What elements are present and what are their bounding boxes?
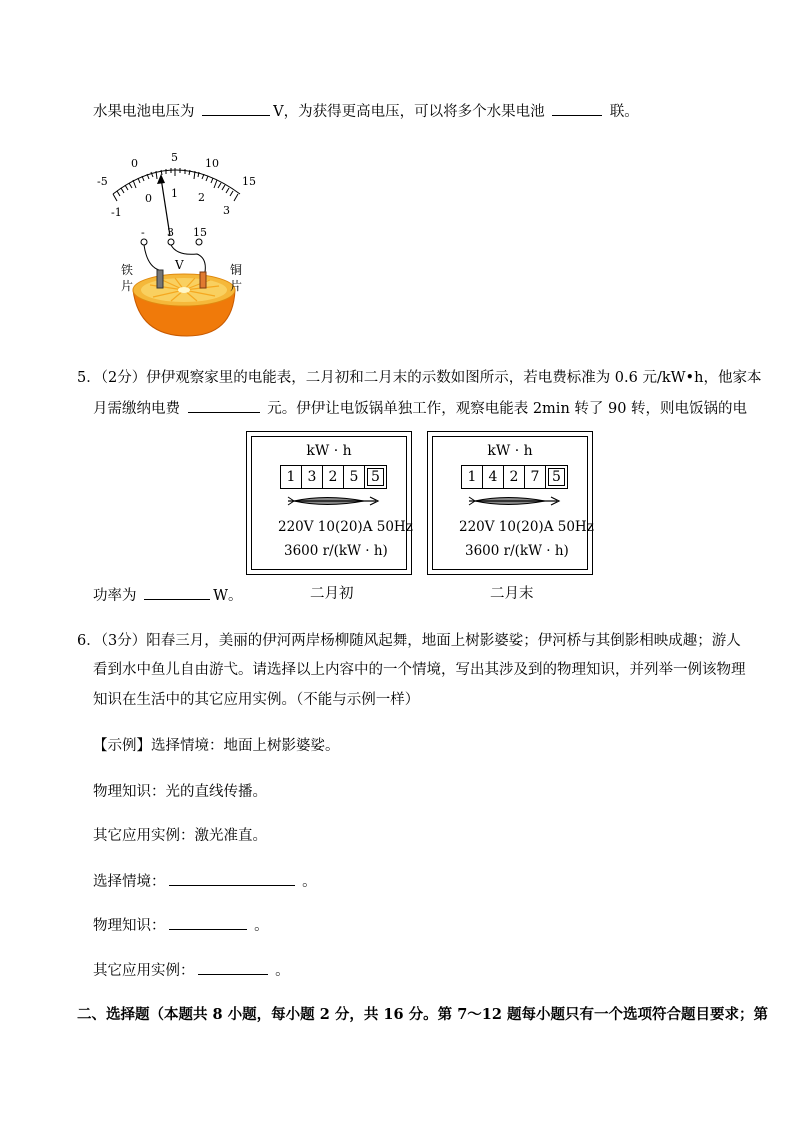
svg-text:片: 片: [230, 279, 243, 293]
q4-connection-blank[interactable]: [552, 101, 602, 116]
meter-caption-start: 二月初: [310, 586, 354, 602]
meter-unit: kW · h: [306, 443, 352, 459]
meter-caption-end: 二月末: [490, 586, 534, 602]
q6-line-2: 看到水中鱼儿自由游弋。请选择以上内容中的一个情境，写出其涉及到的物理知识，并列举一例该物理: [93, 662, 746, 678]
meter-label: V: [175, 258, 184, 272]
pointer-arrowhead: [157, 174, 165, 184]
q6-fill3-label: 其它应用实例：: [93, 963, 195, 979]
q4-text-b: V，为获得更高电压，可以将多个水果电池: [273, 104, 545, 120]
meter-digit-decimal: 5: [548, 468, 565, 486]
meter-unit: kW · h: [487, 443, 533, 459]
q6-scene-blank[interactable]: [169, 871, 295, 886]
q5-line-2: [93, 398, 747, 419]
q4-voltage-blank[interactable]: [202, 101, 270, 116]
meter-spec-1: 220V 10(20)A 50Hz: [278, 519, 413, 535]
meter-digits: [461, 465, 568, 489]
q6-fill-2: [93, 915, 269, 936]
q5-line-1: 5．（2分）伊伊观察家里的电能表，二月初和二月末的示数如图所示，若电费标准为 0.6 元/kW•h，他家本: [77, 370, 762, 386]
q4-text-a: 水果电池电压为: [93, 104, 195, 120]
terminal-label: -: [141, 226, 145, 239]
svg-text:片: 片: [121, 279, 134, 293]
q6-fill2-label: 物理知识：: [93, 918, 166, 934]
meter-digit: 2: [323, 466, 344, 488]
meter-digit: 1: [462, 466, 483, 488]
q5-power-blank[interactable]: [144, 585, 210, 600]
q6-fill-1: [93, 871, 317, 892]
meter-spec-2: 3600 r/(kW · h): [284, 543, 388, 559]
q5-line-3: [93, 585, 243, 606]
q6-example-1: 【示例】选择情境：地面上树影婆娑。: [93, 738, 340, 754]
energy-meter-end: [427, 431, 593, 575]
q6-line-1: 6．（3分）阳春三月，美丽的伊河两岸杨柳随风起舞，地面上树影婆娑；伊河桥与其倒影相映成趣；游人: [77, 633, 741, 649]
top-scale-label: 5: [171, 151, 178, 164]
top-scale-label: 0: [131, 157, 138, 170]
iron-plate-label: 铁: [121, 263, 134, 277]
iron-plate: [157, 270, 163, 288]
top-scale-label: 10: [205, 157, 219, 170]
terminal-3: [168, 239, 174, 245]
meter-digit: 1: [281, 466, 302, 488]
bottom-scale-label: 0: [145, 192, 152, 205]
q6-example-2: 物理知识：光的直线传播。: [93, 784, 267, 800]
q6-fill-3: [93, 960, 290, 981]
q6-period: 。: [275, 963, 290, 979]
q6-period: 。: [254, 918, 269, 934]
top-scale-label: -5: [97, 175, 108, 188]
terminal-neg: [141, 239, 147, 245]
bottom-scale-label: 2: [198, 191, 205, 204]
q6-period: 。: [302, 874, 317, 890]
terminal-label: 15: [193, 226, 207, 239]
copper-plate-label: 铜: [230, 263, 243, 277]
terminal-15: [196, 239, 202, 245]
meter-spec-2: 3600 r/(kW · h): [465, 543, 569, 559]
q6-knowledge-blank[interactable]: [169, 915, 247, 930]
q6-line-3: 知识在生活中的其它应用实例。（不能与示例一样）: [93, 692, 420, 708]
bottom-scale-label: 1: [171, 187, 178, 200]
meter-digit: 2: [504, 466, 525, 488]
section-2-heading: 二、选择题（本题共 8 小题，每小题 2 分，共 16 分。第 7～12 题每小题只有一个选项符合题目要求；第: [77, 1006, 769, 1023]
q4-tail-line: [93, 101, 639, 122]
meter-disc-icon: [286, 493, 382, 509]
q4-text-c: 联。: [609, 104, 639, 120]
meter-digit: 3: [302, 466, 323, 488]
terminal-label: 3: [167, 226, 174, 239]
meter-digit: 4: [483, 466, 504, 488]
top-scale-label: 15: [242, 175, 256, 188]
q5-line3-a: 功率为: [93, 588, 137, 604]
fruit-battery-figure: [95, 148, 265, 340]
meter-spec-1: 220V 10(20)A 50Hz: [459, 519, 594, 535]
q5-fee-blank[interactable]: [188, 398, 260, 413]
bottom-scale-label: -1: [111, 206, 122, 219]
meter-digit-decimal: 5: [367, 468, 384, 486]
bottom-scale-label: 3: [223, 204, 230, 217]
q6-fill1-label: 选择情境：: [93, 874, 166, 890]
copper-plate: [200, 272, 206, 288]
q5-line3-b: W。: [213, 588, 243, 604]
meter-digit: 5: [344, 466, 365, 488]
meter-digit: 7: [525, 466, 546, 488]
meter-digits: [280, 465, 387, 489]
meter-disc-icon: [467, 493, 563, 509]
q6-application-blank[interactable]: [198, 960, 268, 975]
energy-meter-start: [246, 431, 412, 575]
q6-example-3: 其它应用实例：激光准直。: [93, 828, 267, 844]
q5-line2-b: 元。伊伊让电饭锅单独工作，观察电能表 2min 转了 90 转，则电饭锅的电: [267, 401, 748, 417]
q5-line2-a: 月需缴纳电费: [93, 401, 180, 417]
